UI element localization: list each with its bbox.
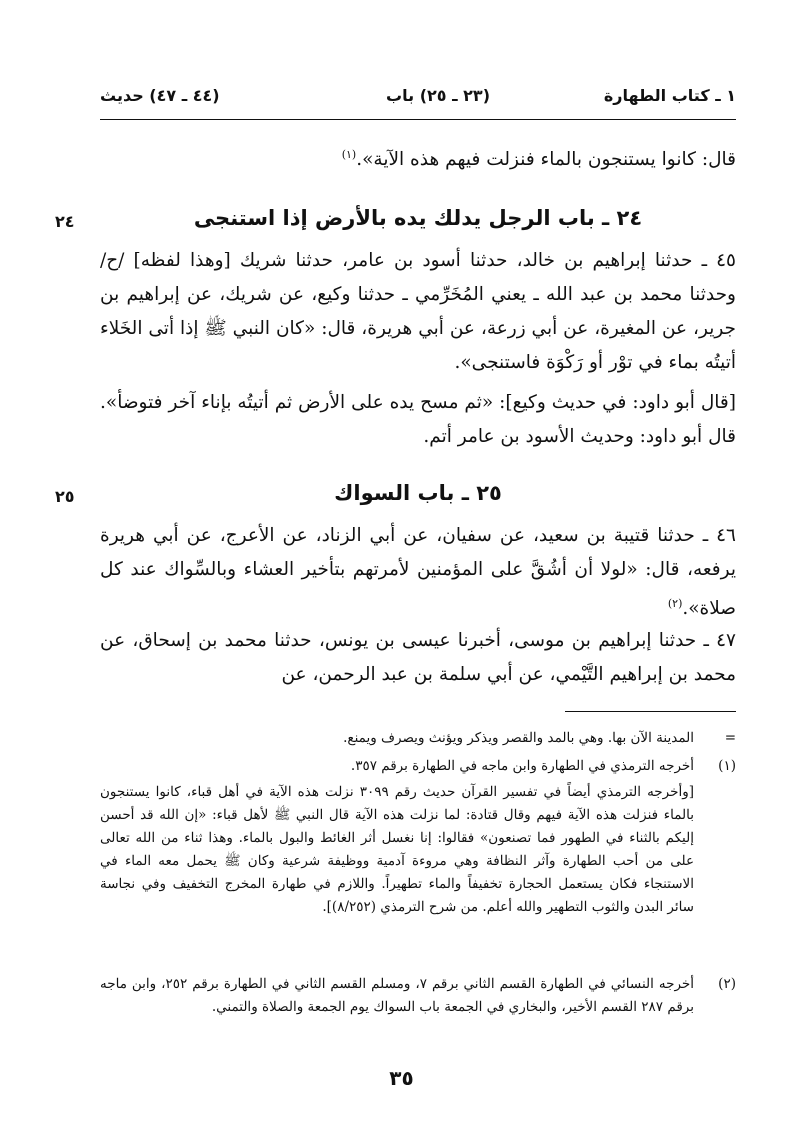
header-hadith-range: (٤٤ ـ ٤٧) حديث — [100, 86, 220, 105]
header-rule — [100, 119, 736, 120]
chapter-heading-24: ٢٤ ـ باب الرجل يدلك يده بالأرض إذا استنجى — [193, 206, 643, 230]
chapter-heading-25: ٢٥ ـ باب السواك — [334, 481, 502, 505]
header-book-title: ١ ـ كتاب الطهارة — [603, 86, 736, 105]
margin-number-25: ٢٥ — [55, 487, 75, 506]
hadith-46-paragraph — [100, 519, 736, 626]
footnote-marker: = — [724, 730, 736, 746]
footnote-text: أخرجه الترمذي في الطهارة وابن ماجه في الطهارة برقم ٣٥٧. — [350, 758, 694, 774]
footnote-text: [وأخرجه الترمذي أيضاً في تفسير القرآن حديث رقم ٣٠٩٩ نزلت هذه الآية في أهل قباء، كانوا يستنجون بالماء فنزلت هذه الآية فيهم وقال قتادة: لما نزلت هذه الآية قال النبي ﷺ لأهل قباء: «إن الله قد أحسن إليكم بالثناء في الطهور فما تصنعون» فقالوا: إنا نغسل أثر الغائط والبول بالماء. وهذا ثناء من الله تعالى على من أحب الطهارة وآثر النظافة وهي مروءة آدمية ووظيفة شرعية وكان ﷺ يحمل معه الماء في الاستنجاء فكان يستعمل الحجارة تخفيفاً والماء تطهيراً. واللازم في طهارة المخرج التخفيف وفي نجاسة سائر البدن والثوب التطهير والله أعلم. من شرح الترمذي (٨/٢٥٢)]. — [100, 784, 694, 915]
hadith-47-paragraph: ٤٧ ـ حدثنا إبراهيم بن موسى، أخبرنا عيسى بن يونس، حدثنا محمد بن إسحاق، عن محمد بن إبراهيم التَّيْمي، عن أبي سلمة بن عبد الرحمن، عن — [100, 630, 736, 685]
footnote-ref-1: (١) — [341, 148, 357, 161]
intro-line — [100, 138, 736, 177]
footnote-continuation — [100, 727, 736, 750]
footnote-1 — [100, 755, 736, 778]
hadith-45-paragraph: ٤٥ ـ حدثنا إبراهيم بن خالد، حدثنا أسود بن عامر، حدثنا شريك [وهذا لفظه] /ح/ وحدثنا محمد بن عبد الله ـ يعني المُخَرِّمي ـ حدثنا وكيع، عن شريك، عن إبراهيم بن جرير، عن المغيرة، عن أبي زرعة، عن أبي هريرة، قال: «كان النبي ﷺ إذا أتى الخَلاء أتيتُه بماء في توْر أو رَكْوَة فاستنجى». — [100, 250, 736, 373]
footnote-text: أخرجه النسائي في الطهارة القسم الثاني برقم ٧، ومسلم القسم الثاني في الطهارة برقم ٢٥٢، وابن ماجه برقم ٢٨٧ القسم الأخير، والبخاري في الجمعة باب السواك يوم الجمعة والصلاة والتمني. — [100, 976, 694, 1015]
footnote-1-extended — [100, 781, 736, 919]
page-number: ٣٥ — [389, 1066, 414, 1090]
margin-number-24: ٢٤ — [55, 212, 75, 231]
footnote-text: المدينة الآن بها. وهي بالمد والقصر ويذكر ويؤنث ويصرف ويمنع. — [343, 730, 694, 746]
footnote-2 — [100, 973, 736, 1019]
hadith-46-text: ٤٦ ـ حدثنا قتيبة بن سعيد، عن سفيان، عن أبي الزناد، عن الأعرج، عن أبي هريرة يرفعه، قال: «لولا أن أشُقَّ على المؤمنين لأمرتهم بتأخير العشاء وبالسِّواك عند كل صلاة». — [100, 525, 736, 620]
running-header — [100, 86, 736, 112]
header-chapter-range: (٢٣ ـ ٢٥) باب — [386, 86, 490, 105]
footnote-number: (٢) — [718, 976, 736, 992]
footnote-ref-2: (٢) — [667, 597, 683, 610]
footnote-number: (١) — [718, 758, 736, 774]
abu-dawud-note-paragraph: [قال أبو داود: في حديث وكيع]: «ثم مسح يده على الأرض ثم أتيتُه بإناء آخر فتوضأ». قال أبو داود: وحديث الأسود بن عامر أتم. — [100, 392, 736, 447]
footnote-separator — [565, 711, 736, 712]
intro-text: قال: كانوا يستنجون بالماء فنزلت فيهم هذه الآية». — [356, 149, 736, 171]
